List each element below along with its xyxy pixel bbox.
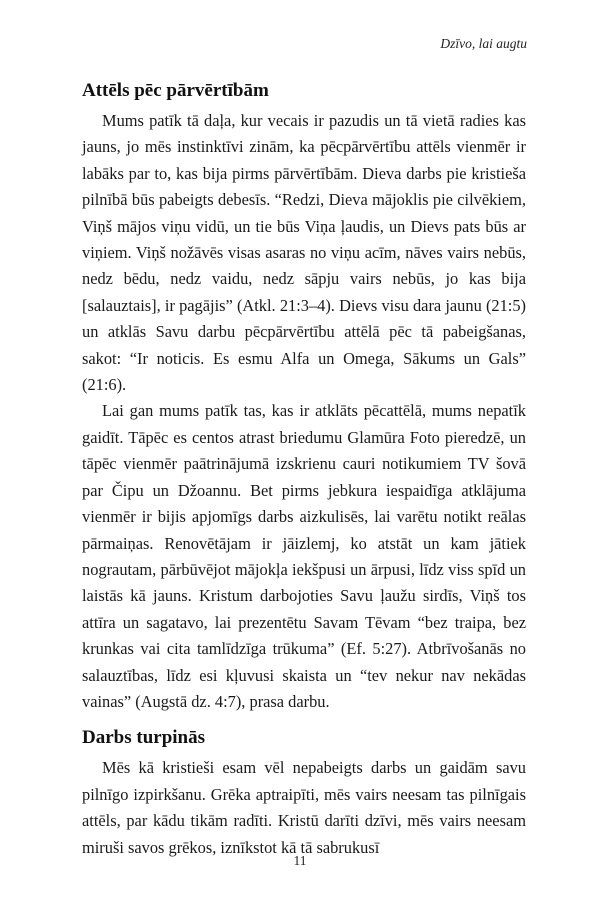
page-body <box>82 78 526 861</box>
section-heading-work-continues: Darbs turpinās <box>82 727 205 749</box>
paragraph: Lai gan mums patīk tas, kas ir atklāts pēcattēlā, mums nepatīk gaidīt. Tāpēc es centos atrast briedumu Glamūra Foto pieredzē, un tāpēc vienmēr paātrinājumā izskrienu cauri notikumiem TV šovā par Čipu un Džoannu. Bet pirms jebkura iespaidīga atklājuma vienmēr ir bijis apjomīgs darbs aizkulisēs, lai varētu notikt reālas pārmaiņas. Renovētājam ir jāizlemj, ko atstāt un kam jātiek nograutam, pārbūvējot mājokļa iekšpusi un ārpusi, līdz viss spīd un laistās kā jauns. Kristum darbojoties Savu ļaužu sirdīs, Viņš tos attīra un sagatavo, lai prezentētu Savam Tēvam “bez traipa, bez krunkas vai cita tamlīdzīga trūkuma” (Ef. 5:27). Atbrīvošanās no salauztības, līdz esi kļuvusi skaista un “tev nekur nav nekādas vainas” (Augstā dz. 4:7), prasa darbu. <box>82 401 526 711</box>
running-head: Dzīvo, lai augtu <box>440 36 527 51</box>
paragraph: Mēs kā kristieši esam vēl nepabeigts darbs un gaidām savu pilnīgo izpirkšanu. Grēka aptraipīti, mēs vairs neesam tas pilnīgais attēls, par kādu tikām radīti. Kristū darīti dzīvi, mēs vairs neesam miruši savos grēkos, iznīkstot kā tā sabrukusī <box>82 758 526 857</box>
section-heading-transformation: Attēls pēc pārvērtībām <box>82 80 269 101</box>
page-number: 11 <box>293 853 307 868</box>
paragraph: Mums patīk tā daļa, kur vecais ir pazudis un tā vietā radies kas jauns, jo mēs instinktīvi zinām, ka pēcpārvērtību attēls vienmēr ir labāks par to, kas bija pirms pārvērtībām. Dieva darbs pie kristieša pilnībā būs pabeigts debesīs. “Redzi, Dieva mājoklis pie cilvēkiem, Viņš mājos viņu vidū, un tie būs Viņa ļaudis, un Dievs pats būs ar viņiem. Viņš nožāvēs visas asaras no viņu acīm, nāves vairs nebūs, nedz bēdu, nedz vaidu, nedz sāpju vairs nebūs, jo kas bija [salauztais], ir pagājis” (Atkl. 21:3–4). Dievs visu dara jaunu (21:5) un atklās Savu darbu pēcpārvērtību attēlā pēc tā pabeigšanas, sakot: “Ir noticis. Es esmu Alfa un Omega, Sākums un Gals” (21:6). <box>82 111 526 395</box>
